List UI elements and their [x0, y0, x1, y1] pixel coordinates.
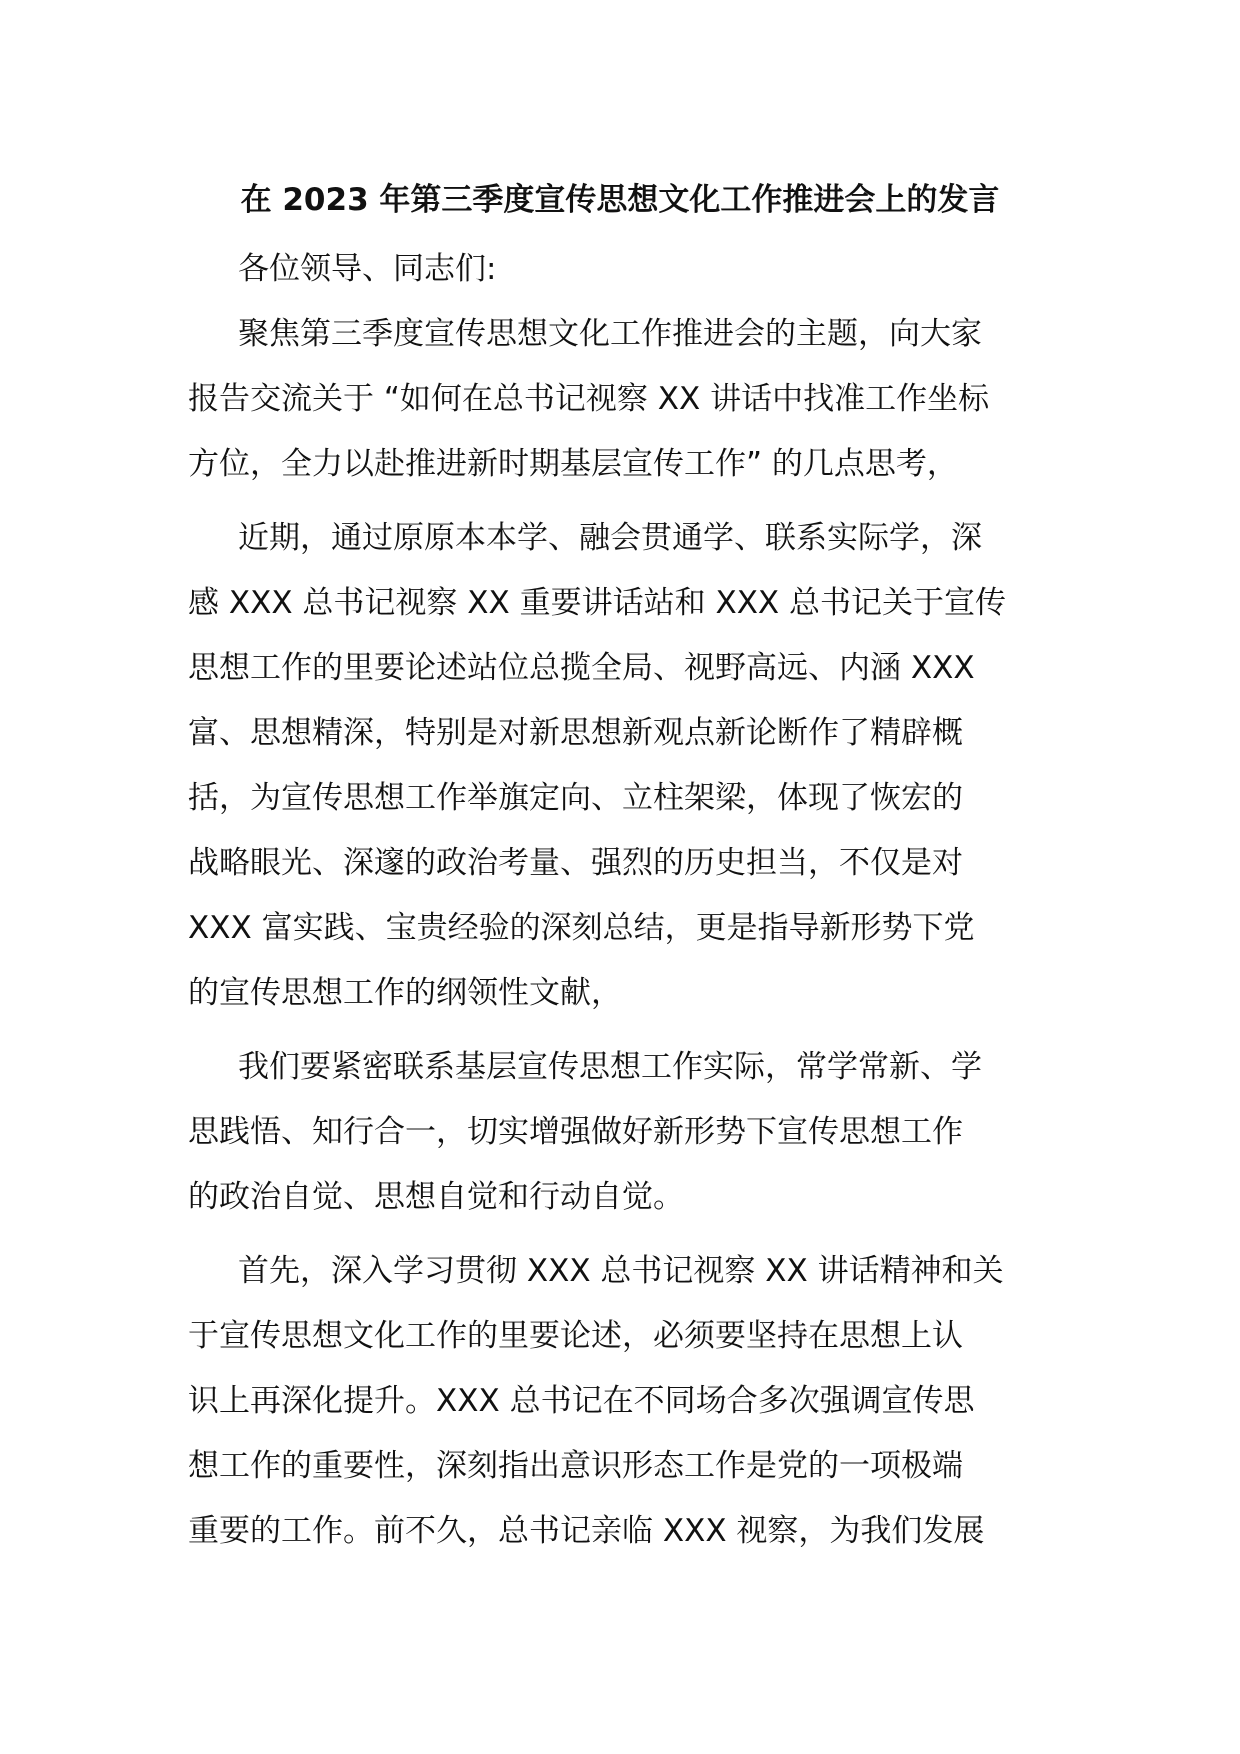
body-text-line: 重要的工作。前不久，总书记亲临 XXX 视察，为我们发展	[188, 1513, 985, 1549]
body-text-line: 思想工作的里要论述站位总揽全局、视野高远、内涵 XXX	[188, 650, 975, 686]
body-text-line: 于宣传思想文化工作的里要论述，必须要坚持在思想上认	[188, 1318, 963, 1354]
body-text-line: 识上再深化提升。XXX 总书记在不同场合多次强调宣传思	[188, 1383, 975, 1419]
body-text-line: 报告交流关于 “如何在总书记视察 XX 讲话中找准工作坐标	[188, 381, 990, 417]
body-text-line: XXX 富实践、宝贵经验的深刻总结，更是指导新形势下党	[188, 910, 975, 946]
body-text-line: 战略眼光、深邃的政治考量、强烈的历史担当，不仅是对	[188, 845, 963, 881]
body-text-line: 感 XXX 总书记视察 XX 重要讲话站和 XXX 总书记关于宣传	[188, 585, 1007, 621]
document-title: 在 2023 年第三季度宣传思想文化工作推进会上的发言	[240, 182, 1000, 218]
body-text-line: 的政治自觉、思想自觉和行动自觉。	[188, 1179, 684, 1215]
body-text-line: 聚焦第三季度宣传思想文化工作推进会的主题，向大家	[238, 316, 982, 352]
body-text-line: 我们要紧密联系基层宣传思想工作实际，常学常新、学	[238, 1049, 982, 1085]
body-text-line: 富、思想精深，特别是对新思想新观点新论断作了精辟概	[188, 715, 963, 751]
body-text-line: 思践悟、知行合一，切实增强做好新形势下宣传思想工作	[188, 1114, 963, 1150]
body-text-line: 想工作的重要性，深刻指出意识形态工作是党的一项极端	[188, 1448, 963, 1484]
body-text-line: 近期，通过原原本本学、融会贯通学、联系实际学，深	[238, 520, 982, 556]
body-text-line: 括，为宣传思想工作举旗定向、立柱架梁，体现了恢宏的	[188, 780, 963, 816]
body-text-line: 首先，深入学习贯彻 XXX 总书记视察 XX 讲话精神和关	[238, 1253, 1004, 1289]
body-text-line: 的宣传思想工作的纲领性文献，	[188, 975, 622, 1011]
body-text-line: 方位，全力以赴推进新时期基层宣传工作” 的几点思考，	[188, 446, 958, 482]
body-text-line: 各位领导、同志们:	[238, 251, 497, 287]
